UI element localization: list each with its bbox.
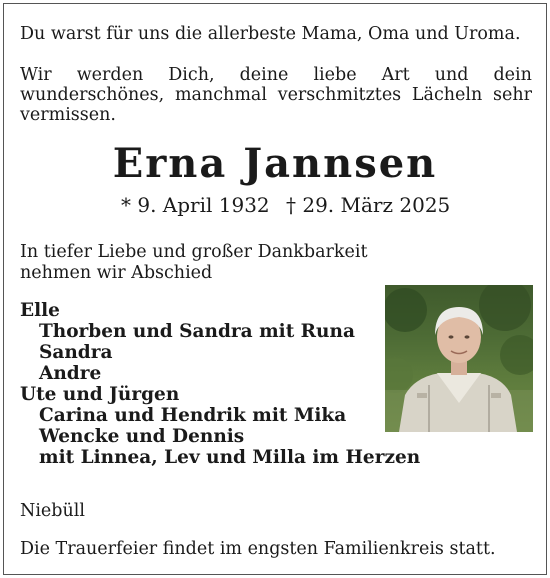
farewell-line-1: In tiefer Liebe und großer Dankbarkeit bbox=[20, 242, 368, 262]
tribute-paragraph bbox=[20, 65, 532, 125]
tribute-line-3: vermissen. bbox=[20, 105, 116, 125]
mourner-line: mit Linnea, Lev und Milla im Herzen bbox=[39, 447, 421, 468]
tribute-word: Wir bbox=[20, 65, 52, 85]
birth-date: * 9. April 1932 bbox=[121, 193, 270, 217]
portrait-photo bbox=[385, 285, 533, 432]
mourner-line: Carina und Hendrik mit Mika bbox=[39, 405, 347, 426]
tribute-word: und bbox=[434, 65, 469, 85]
mourners-list bbox=[20, 300, 420, 468]
tribute-word: werden bbox=[76, 65, 144, 85]
tribute-word: dein bbox=[493, 65, 532, 85]
farewell-line-2: nehmen wir Abschied bbox=[20, 263, 213, 283]
mourner-line: Thorben und Sandra mit Runa bbox=[39, 321, 355, 342]
place-text: Niebüll bbox=[20, 501, 85, 521]
tribute-word: deine bbox=[239, 65, 289, 85]
tribute-word: wunderschönes, bbox=[20, 85, 165, 105]
mourner-line: Wencke und Dennis bbox=[39, 426, 245, 447]
tribute-word: sehr bbox=[493, 85, 532, 105]
tribute-line-2 bbox=[20, 85, 532, 105]
tribute-word: liebe bbox=[313, 65, 357, 85]
mourner-line: Andre bbox=[39, 363, 102, 384]
tribute-word: Lächeln bbox=[411, 85, 483, 105]
death-date: † 29. März 2025 bbox=[286, 193, 451, 217]
tribute-word: verschmitztes bbox=[277, 85, 402, 105]
mourner-line: Elle bbox=[20, 300, 60, 321]
tribute-word: Dich, bbox=[168, 65, 215, 85]
tribute-word: manchmal bbox=[174, 85, 267, 105]
ceremony-text: Die Trauerfeier findet im engsten Familienkreis statt. bbox=[20, 539, 496, 559]
deceased-name: Erna Jannsen bbox=[112, 140, 438, 187]
tribute-line-1 bbox=[20, 65, 532, 85]
mourner-line: Ute und Jürgen bbox=[20, 384, 180, 405]
mourner-line: Sandra bbox=[39, 342, 113, 363]
intro-text: Du warst für uns die allerbeste Mama, Oma und Uroma. bbox=[20, 24, 521, 44]
tribute-word: Art bbox=[381, 65, 410, 85]
